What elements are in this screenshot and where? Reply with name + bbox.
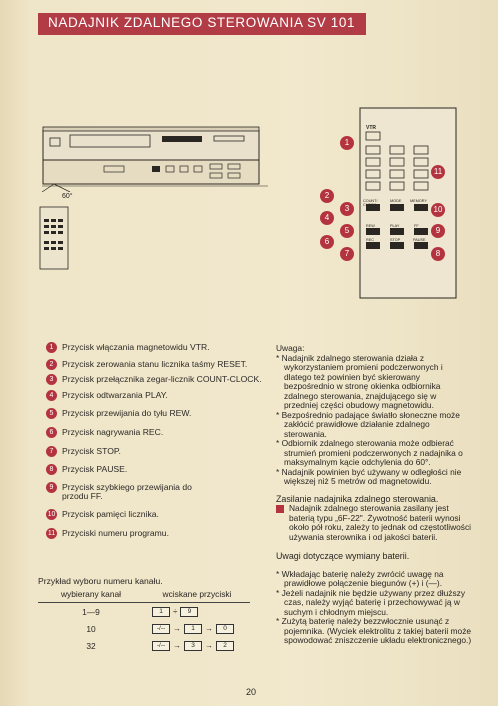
battery-heading: Uwagi dotyczące wymiany baterii. [276,551,410,561]
callout-9: 9 [431,224,445,238]
keys-cell [144,607,250,617]
legend-text: Przycisk odtwarzania PLAY. [62,389,168,400]
legend-text: Przycisk nagrywania REC. [62,426,164,437]
legend-item [38,360,263,370]
battery-text: Jeżeli nadajnik nie będzie używany przez dłuższy czas, należy wyjąć baterię i przechowywać ją w suchym i chłodnym miejscu. [281,587,466,617]
arrow-right-icon: → [205,624,213,633]
legend-number: 6 [46,427,57,438]
legend-number: 8 [46,464,57,475]
key-box: 1 [152,607,170,617]
button-legend [38,343,263,538]
power-text: Nadajnik zdalnego sterowania zasilany jest baterią typu „6F-22". Żywotność baterii wynosi około pół roku, zależy to jednak od częstotliwości używania sterownika i od jakości baterii. [289,503,472,542]
page-number: 20 [246,687,257,697]
key-box: 0 [216,624,234,634]
arrow-right-icon: → [205,641,213,650]
note-item: * Nadajnik zdalnego sterowania działa z wykorzystaniem promieni podczerwonych i dlatego też powinien być skierowany bezpośrednio w stronę okienka odbiornika zdalnego sterowania, znajdującego się w przedniej części obudowy magnetowidu. [276,352,443,410]
key-box: -/-- [152,624,170,634]
page-title: NADAJNIK ZDALNEGO STEROWANIA SV 101 [48,15,356,30]
note-item: * Odbiornik zdalnego sterowania może odbierać strumień promieni podczerwonych z nadajnika o maksymalnym kącie odchylenia do 60°. [276,438,463,467]
notes-heading: Uwaga: [276,343,305,353]
legend-text: Przycisk szybkiego przewijania do przodu FF. [62,481,192,502]
note-text: Nadajnik zdalnego sterowania działa z wykorzystaniem promieni podczerwonych i dlatego też powinien być skierowany bezpośrednio w stronę okienka odbiornika zdalnego sterowania, znajdującego się w przedniej części obudowy magnetowidu. [281,352,443,410]
battery-item: * Jeżeli nadajnik nie będzie używany przez dłuższy czas, należy wyjąć baterię i przechowywać ją w suchym i chłodnym miejscu. [276,587,466,617]
legend-number: 2 [46,359,57,370]
remote-label-play: PLAY [390,224,400,228]
legend-item [38,428,263,438]
legend-number: 9 [46,482,57,493]
legend-text: Przycisk włączania magnetowidu VTR. [62,342,210,352]
note-text: Bezpośrednio padające światło słoneczne może zakłócić prawidłowe działanie zdalnego sterowania. [281,409,460,439]
callout-8: 8 [431,247,445,261]
channel-table [38,589,250,654]
arrow-right-icon: → [173,624,181,633]
channel-cell: 10 [86,623,96,634]
callout-5: 5 [340,224,354,238]
battery-text: Zużytą baterię należy bezzwłocznie usunąć z pojemnika. (Wyciek elektrolitu z takiej baterii może spowodować zniszczenie układu elektronicznego.) [281,616,472,645]
angle-label: 60° [62,193,73,200]
callout-10: 10 [431,203,445,217]
callout-7: 7 [340,247,354,261]
channel-cell: 1—9 [82,606,100,617]
legend-number: 3 [46,374,57,385]
note-text: Odbiornik zdalnego sterowania może odbierać strumień promieni podczerwonych z nadajnika o maksymalnym kącie odchylenia do 60°. [281,438,463,467]
power-heading: Zasilanie nadajnika zdalnego sterowania. [276,493,439,504]
range-symbol: ÷ [173,607,178,616]
key-box: 9 [180,607,198,617]
note-text: Nadajnik powinien być używany w odległości nie większej niż 5 metrów od magnetowidu. [281,466,462,486]
legend-item [38,510,263,520]
legend-item [38,529,263,539]
column-header-channel: wybierany kanał [60,589,122,599]
key-box: 3 [184,641,202,651]
battery-text: Wkładając baterię należy zwrócić uwagę na prawidłowe połączenie biegunów (+) i (—). [281,568,444,588]
remote-label-count-clock: COUNT/ CLOCK [363,199,378,207]
legend-item [38,409,263,419]
arrow-right-icon: → [173,641,181,650]
callout-11: 11 [431,165,445,179]
legend-number: 5 [46,408,57,419]
legend-item [38,391,263,401]
vcr-illustration [42,126,268,192]
legend-text: Przycisk PAUSE. [62,464,128,475]
callout-4: 4 [320,211,334,225]
remote-label-rec: REC [366,238,375,242]
battery-item: * Zużytą baterię należy bezzwłocznie usunąć z pojemnika. (Wyciek elektrolitu z takiej baterii może spowodować zniszczenie układu elektronicznego.) [276,616,472,645]
table-header [38,589,250,603]
legend-text: Przycisk przewijania do tyłu REW. [62,408,192,419]
column-header-keys: wciskane przyciski [162,589,232,599]
legend-item [38,483,212,502]
remote-label-memory: MEMORY [410,199,428,203]
legend-text: Przyciski numeru programu. [62,527,169,538]
legend-number: 10 [47,510,56,518]
note-item: * Nadajnik powinien być używany w odległości nie większej niż 5 metrów od magnetowidu. [276,466,462,486]
legend-text: Przycisk pamięci licznika. [62,508,159,519]
table-row [38,637,250,654]
legend-number: 11 [47,529,56,537]
callout-2: 2 [320,189,334,203]
square-bullet-icon [276,505,284,513]
table-row [38,620,250,637]
keys-cell [144,641,250,651]
remote-label-rew: REW [366,224,375,228]
callout-3: 3 [340,202,354,216]
note-item: * Bezpośrednio padające światło słoneczne może zakłócić prawidłowe działanie zdalnego sterowania. [276,409,460,439]
legend-number: 7 [46,446,57,457]
remote-label-vtr: VTR [366,125,376,131]
legend-text: Przycisk zerowania stanu licznika taśmy RESET. [62,358,248,369]
key-box: 1 [184,624,202,634]
callout-6: 6 [320,235,334,249]
legend-item [38,375,263,385]
keys-cell [144,624,250,634]
small-remote-illustration [38,205,76,271]
remote-label-stop: STOP [390,238,401,242]
callout-1: 1 [340,136,354,150]
remote-label-pause: PAUSE [413,238,426,242]
key-box: 2 [216,641,234,651]
legend-item [38,343,263,353]
channel-cell: 32 [86,640,96,651]
table-row [38,603,250,620]
legend-item [38,465,263,475]
remote-label-mode: MODE [390,199,402,203]
remote-label-ff: FF [414,224,419,228]
notes-column [276,344,472,646]
key-box: -/-- [152,641,170,651]
power-text-block [276,504,472,542]
legend-item [38,447,263,457]
example-title: Przykład wyboru numeru kanału. [38,576,163,586]
battery-item: * Wkładając baterię należy zwrócić uwagę na prawidłowe połączenie biegunów (+) i (—). [276,568,444,588]
legend-text: Przycisk STOP. [62,445,121,456]
legend-text: Przycisk przełącznika zegar-licznik COUNT-CLOCK. [62,374,262,385]
legend-number: 1 [46,342,57,353]
legend-number: 4 [46,390,57,401]
